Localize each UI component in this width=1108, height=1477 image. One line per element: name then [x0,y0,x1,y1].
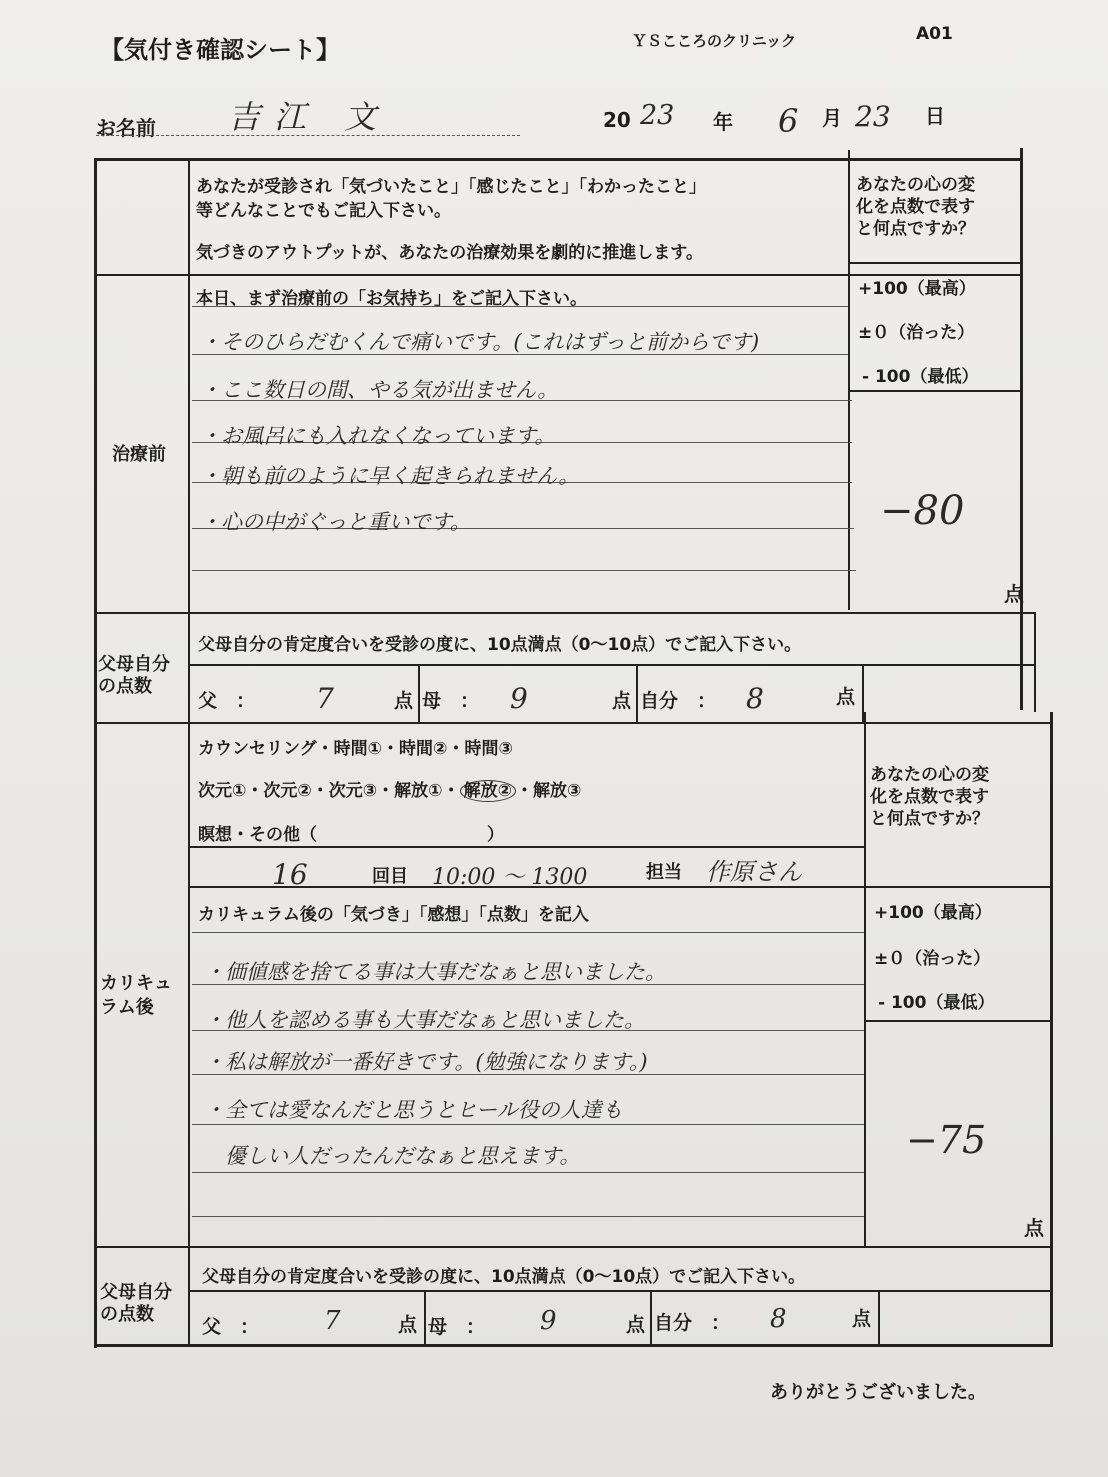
after-prompt: カリキュラム後の「気づき」「感想」「点数」を記入 [198,905,589,925]
month-value: 6 [778,102,799,140]
after-scale-max: +100（最高） [874,903,992,923]
after-note-1: ・価値感を捨てる事は大事だなぁと思いました。 [204,960,666,984]
before-scale-min: - 100（最低） [862,367,979,387]
parents1-mother-label: 母 ： [422,690,480,712]
after-scale-zero: ±０（治った） [874,949,991,969]
intro-text-1: あなたが受診され「気づいたこと」「感じたこと」「わかったこと」 [196,177,706,197]
session-time: 10:00 〜 1300 [432,865,588,890]
intro-text-3: 気づきのアウトプットが、あなたの治療効果を劇的に推進します。 [196,243,703,263]
parents2-father-unit: 点 [398,1314,418,1336]
intro-text-2: 等どんなことでもご記入下さい。 [196,201,451,221]
after-section-label: カリキュ ラム後 [100,973,172,1018]
name-label: お名前 [96,116,156,140]
parents2-self-value: 8 [770,1304,787,1334]
after-note-4: ・全ては愛なんだと思うとヒール役の人達も [204,1098,623,1122]
staff-value: 作原さん [706,858,802,886]
after-note-2: ・他人を認める事も大事だなぁと思いました。 [204,1008,645,1032]
parents1-father-label: 父 ： [198,690,256,712]
before-prompt: 本日、まず治療前の「お気持ち」をご記入下さい。 [196,289,587,309]
parents1-self-unit: 点 [836,686,856,708]
after-course-line-1: カウンセリング・時間①・時間②・時間③ [198,739,513,759]
sheet-title: 【気付き確認シート】 [100,36,340,64]
before-scale-max: +100（最高） [858,279,976,299]
after-score-unit: 点 [1024,1216,1044,1240]
month-label: 月 [822,106,842,130]
year-label: 年 [713,110,733,134]
year-prefix: 20 [603,108,631,132]
before-scale-zero: ±０（治った） [858,323,975,343]
day-label: 日 [925,104,945,128]
parents1-mother-unit: 点 [612,690,632,712]
after-note-5: 優しい人だったんだなぁと思えます。 [204,1144,581,1168]
name-underline [96,134,520,136]
parents2-mother-unit: 点 [626,1314,646,1336]
score-question-2: あなたの心の変 化を点数で表す と何点ですか？ [870,765,989,829]
after-course-line-3: 瞑想・その他（ ） [198,825,504,845]
before-score: −80 [880,488,965,534]
parents2-self-label: 自分 ： [654,1312,731,1334]
score-question-1: あなたの心の変 化を点数で表す と何点ですか？ [856,175,975,239]
parents2-section-label: 父母自分 の点数 [100,1282,172,1325]
after-scale-min: - 100（最低） [878,993,995,1013]
before-score-unit: 点 [1004,582,1024,606]
parents2-father-label: 父 ： [202,1316,260,1338]
parents1-self-value: 8 [746,682,764,715]
before-note-1: ・そのひらだむくんで痛いです。(これはずっと前からです) [200,330,760,354]
clinic-name: ＹＳこころのクリニック [632,32,797,50]
day-value: 23 [855,100,891,133]
parents2-mother-value: 9 [540,1306,557,1336]
before-note-4: ・朝も前のように早く起きられません。 [200,464,580,488]
staff-label: 担当 [646,862,682,883]
before-section-label: 治療前 [112,444,166,465]
before-note-2: ・ここ数日の間、やる気が出ません。 [200,378,559,402]
parents2-self-unit: 点 [852,1308,872,1330]
parents2-prompt: 父母自分の肯定度合いを受診の度に、10点満点（0〜10点）でご記入下さい。 [202,1267,806,1287]
form-code: A01 [916,24,953,44]
after-course-line-2: 次元①・次元②・次元③・解放①・ 解放② ・解放③ [198,781,582,801]
selected-option-kaiho2: 解放② [460,780,516,802]
before-note-5: ・心の中がぐっと重いです。 [200,510,471,534]
parents1-prompt: 父母自分の肯定度合いを受診の度に、10点満点（0〜10点）でご記入下さい。 [198,635,802,655]
parents2-father-value: 7 [324,1306,341,1336]
name-value: 吉江 文 [228,98,391,136]
session-label: 回目 [372,866,408,887]
parents1-mother-value: 9 [510,682,528,715]
parents1-father-value: 7 [316,682,334,715]
before-note-3: ・お風呂にも入れなくなっています。 [200,424,556,448]
session-number: 16 [272,858,308,891]
after-score: −75 [906,1118,987,1162]
year-value: 23 [640,100,675,131]
footer-thanks: ありがとうございました。 [770,1382,986,1403]
parents1-self-label: 自分 ： [640,690,717,712]
parents1-father-unit: 点 [394,690,414,712]
after-note-3: ・私は解放が一番好きです。(勉強になります。) [204,1050,648,1074]
parents1-section-label: 父母自分 の点数 [98,654,170,697]
parents2-mother-label: 母 ： [428,1316,486,1338]
